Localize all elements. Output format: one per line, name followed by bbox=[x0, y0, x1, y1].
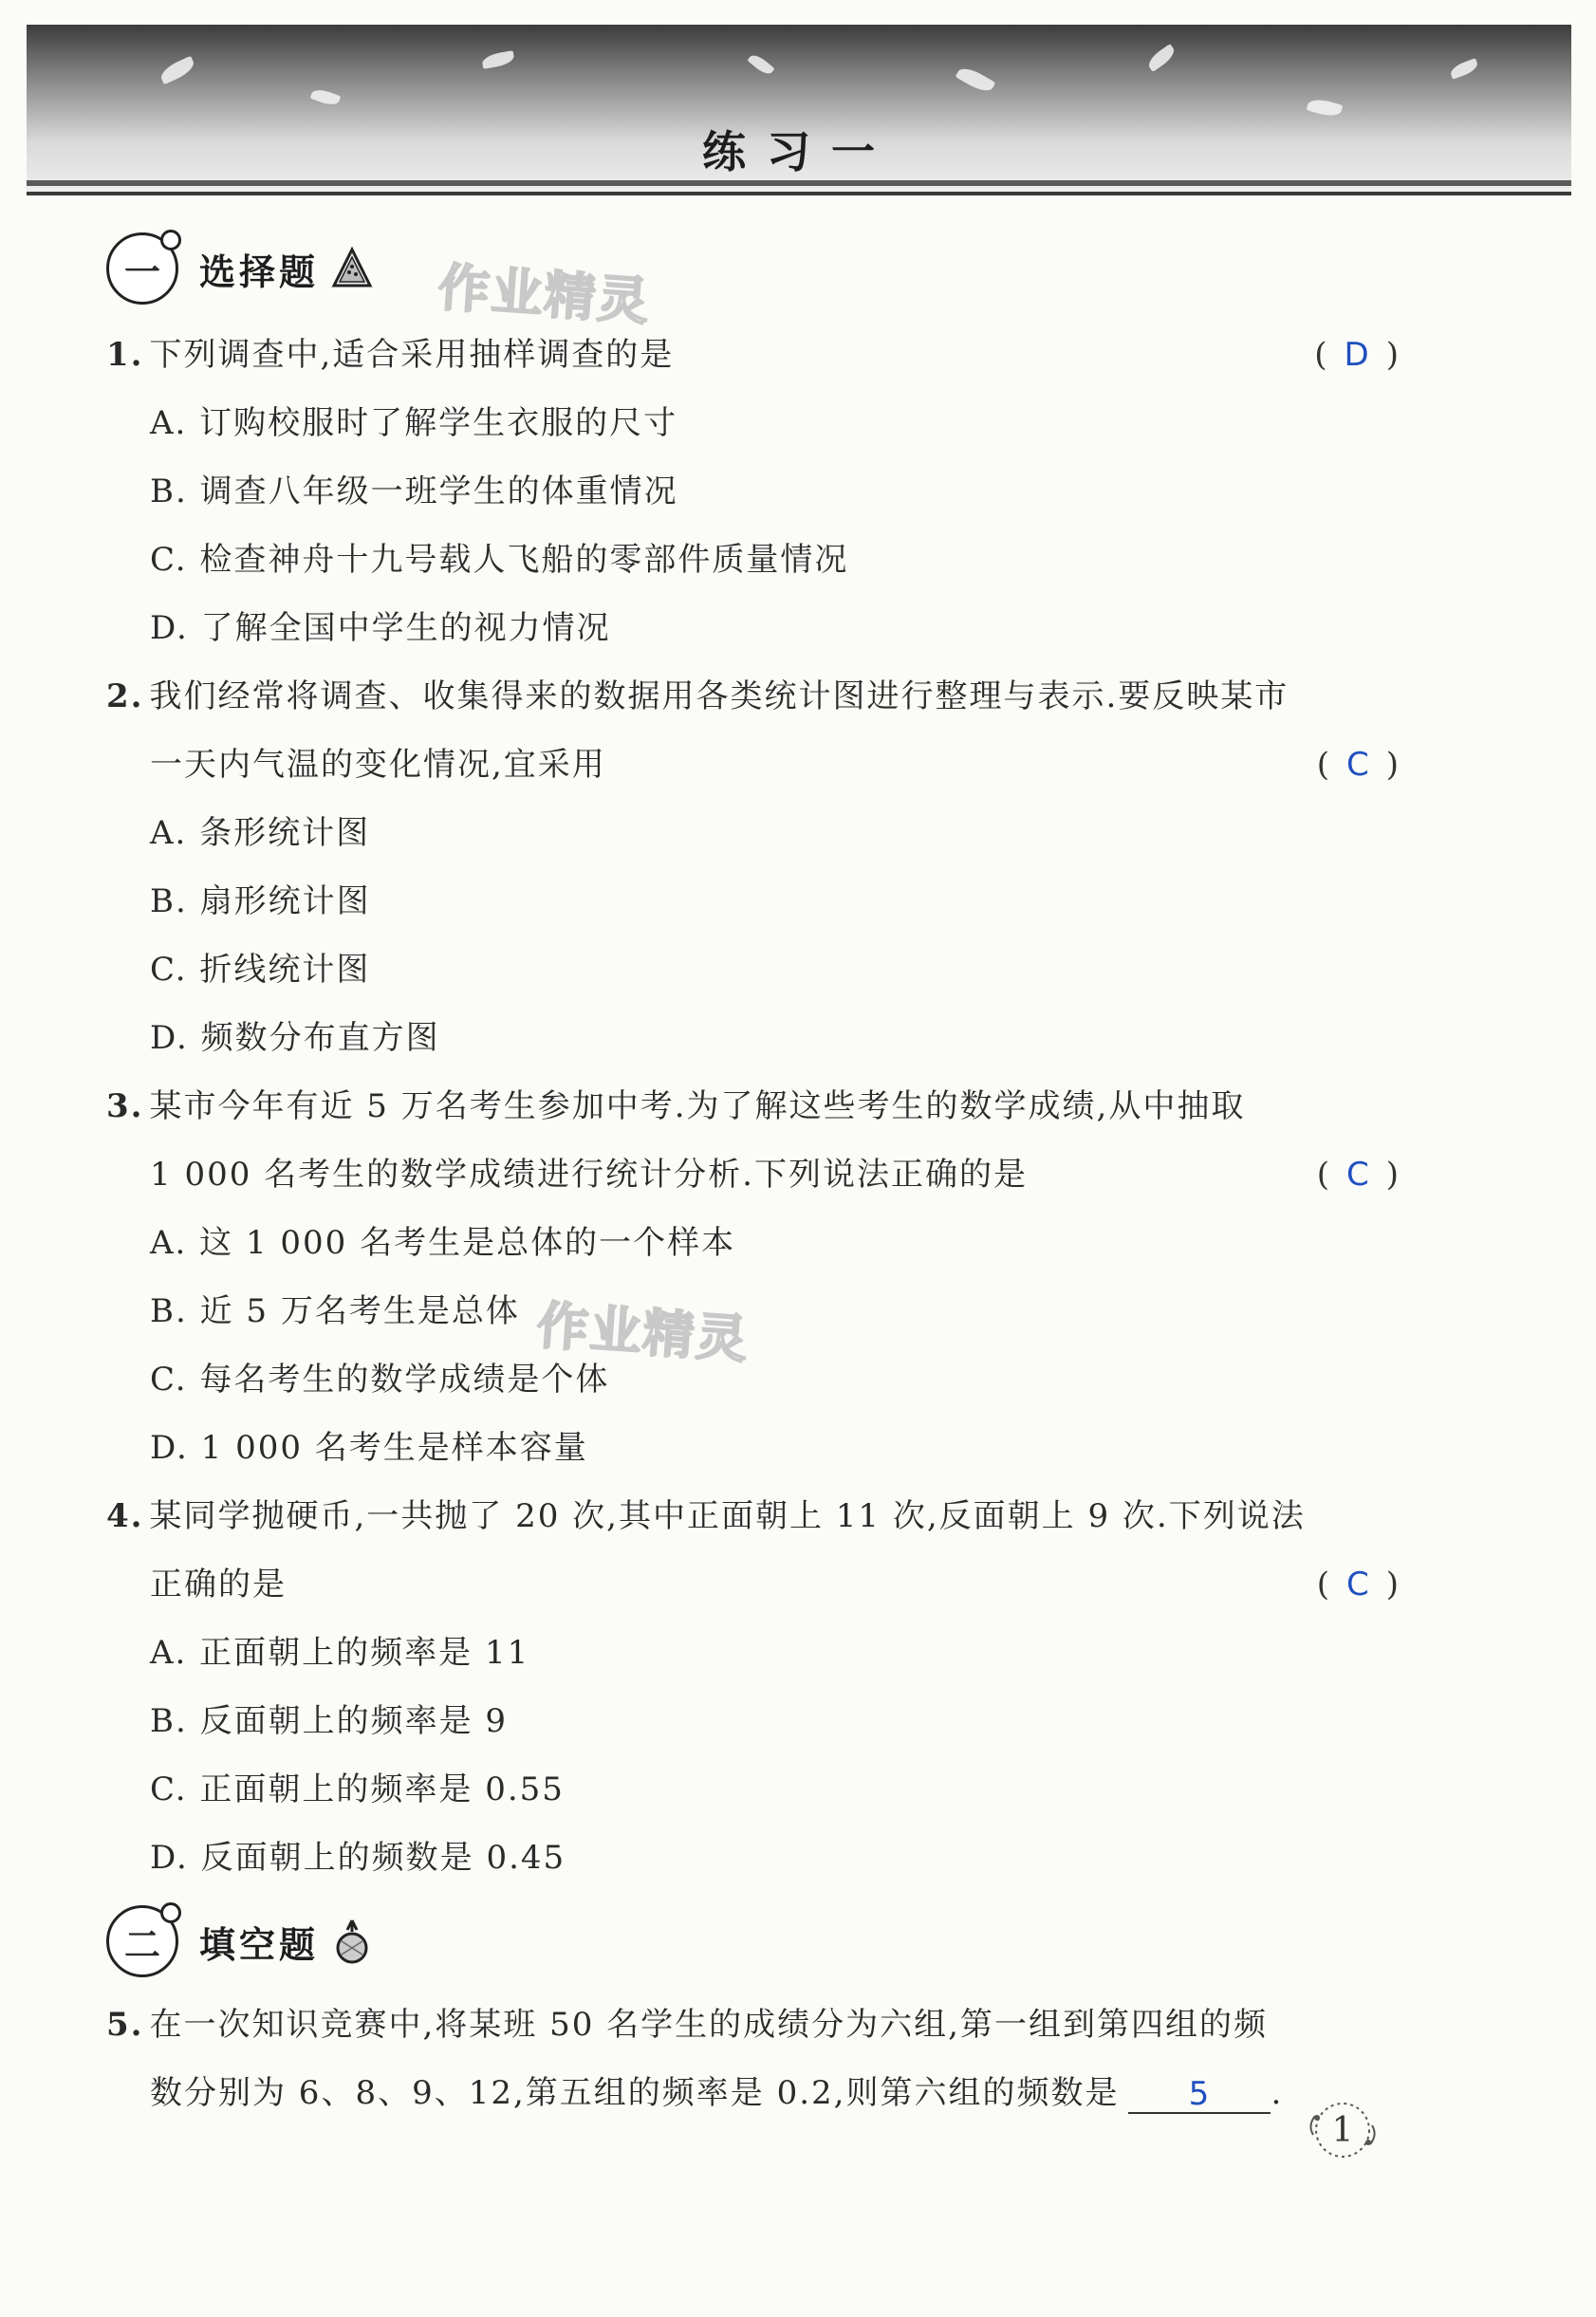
option-c: C. 每名考生的数学成绩是个体 bbox=[150, 1361, 610, 1399]
option-d: D. 频数分布直方图 bbox=[150, 1019, 440, 1057]
header-banner bbox=[27, 25, 1571, 195]
section-number-text: 一 bbox=[123, 250, 160, 293]
question-2-text-cont: 一天内气温的变化情况,宜采用 bbox=[150, 746, 606, 784]
leaf-decoration bbox=[1307, 97, 1344, 120]
section-header-fill bbox=[106, 1905, 374, 1977]
option-b: B. 反面朝上的频率是 9 bbox=[150, 1702, 509, 1740]
option-a: A. 订购校服时了解学生衣服的尺寸 bbox=[150, 404, 678, 442]
question-line: 在一次知识竞赛中,将某班 50 名学生的成绩分为六组,第一组到第四组的频 bbox=[149, 2006, 1268, 2044]
handwritten-answer: C bbox=[1345, 1156, 1369, 1194]
paren-close: ) bbox=[1385, 746, 1399, 784]
paren-open: ( bbox=[1316, 1156, 1329, 1194]
option-c: C. 检查神舟十九号载人飞船的零部件质量情况 bbox=[150, 541, 849, 579]
paren-open: ( bbox=[1314, 336, 1327, 374]
question-line: 某市今年有近 5 万名考生参加中考.为了解这些考生的数学成绩,从中抽取 bbox=[149, 1087, 1246, 1125]
paren-close: ) bbox=[1385, 336, 1399, 374]
handwritten-answer: C bbox=[1345, 746, 1369, 784]
question-3-text bbox=[106, 1085, 1245, 1127]
option-c: C. 折线统计图 bbox=[150, 951, 371, 989]
watermelon-icon bbox=[330, 246, 374, 291]
leaf-decoration bbox=[747, 51, 774, 77]
leaf-decoration bbox=[310, 86, 342, 107]
banner-stripe bbox=[27, 180, 1571, 186]
question-number: 4. bbox=[106, 1497, 144, 1535]
option-b: B. 近 5 万名考生是总体 bbox=[150, 1292, 520, 1330]
question-3-text-cont: 1 000 名考生的数学成绩进行统计分析.下列说法正确的是 bbox=[150, 1156, 1028, 1194]
leaf-decoration bbox=[956, 64, 996, 96]
option-d: D. 了解全国中学生的视力情况 bbox=[150, 609, 611, 647]
answer-slot-2 bbox=[1317, 744, 1399, 786]
option-b: B. 调查八年级一班学生的体重情况 bbox=[150, 473, 678, 510]
answer-slot-4 bbox=[1317, 1564, 1399, 1605]
question-5-text bbox=[106, 2004, 1268, 2046]
question-line: 我们经常将调查、收集得来的数据用各类统计图进行整理与表示.要反映某市 bbox=[149, 677, 1290, 715]
option-a: A. 条形统计图 bbox=[150, 814, 371, 852]
page-number-text: 1 bbox=[1331, 2110, 1354, 2150]
question-line: 某同学抛硬币,一共抛了 20 次,其中正面朝上 11 次,反面朝上 9 次.下列说法 bbox=[149, 1497, 1306, 1535]
circle-dot-decoration bbox=[160, 1902, 181, 1923]
paren-close: ) bbox=[1385, 1156, 1399, 1194]
leaf-decoration bbox=[481, 50, 515, 69]
question-line: 下列调查中,适合采用抽样调查的是 bbox=[149, 336, 675, 374]
option-c: C. 正面朝上的频率是 0.55 bbox=[150, 1770, 565, 1808]
option-a: A. 正面朝上的频率是 11 bbox=[150, 1634, 530, 1672]
section-number bbox=[106, 1905, 178, 1977]
answer-slot-3 bbox=[1317, 1154, 1399, 1196]
leaf-decoration bbox=[1449, 58, 1480, 79]
option-d: D. 1 000 名考生是样本容量 bbox=[150, 1429, 588, 1467]
leaf-decoration bbox=[1145, 44, 1178, 72]
question-number: 2. bbox=[106, 677, 144, 715]
question-1-text bbox=[106, 334, 674, 376]
watermark: 作业精灵 bbox=[436, 257, 653, 332]
end-mark: . bbox=[1271, 2074, 1284, 2112]
pineapple-icon bbox=[330, 1918, 374, 1964]
paren-open: ( bbox=[1316, 1566, 1329, 1603]
option-d: D. 反面朝上的频数是 0.45 bbox=[150, 1839, 566, 1877]
question-number: 1. bbox=[106, 336, 144, 374]
circle-dot-decoration bbox=[160, 230, 181, 250]
handwritten-answer: C bbox=[1345, 1566, 1369, 1603]
answer-blank: 5 bbox=[1128, 2076, 1271, 2114]
question-4-text-cont: 正确的是 bbox=[150, 1566, 287, 1603]
option-b: B. 扇形统计图 bbox=[150, 882, 371, 920]
section-number-text: 二 bbox=[123, 1923, 160, 1966]
question-5-text-cont bbox=[150, 2072, 1283, 2114]
question-number: 3. bbox=[106, 1087, 144, 1125]
option-a: A. 这 1 000 名考生是总体的一个样本 bbox=[150, 1224, 736, 1262]
page-number bbox=[1300, 2097, 1385, 2163]
leaf-decoration bbox=[158, 56, 196, 85]
question-line: 数分别为 6、8、9、12,第五组的频率是 0.2,则第六组的频数是 bbox=[150, 2074, 1120, 2112]
section-title: 选择题 bbox=[199, 250, 320, 293]
paren-close: ) bbox=[1385, 1566, 1399, 1603]
section-header-choice bbox=[106, 232, 374, 305]
question-2-text bbox=[106, 676, 1289, 717]
section-number bbox=[106, 232, 178, 305]
paren-open: ( bbox=[1316, 746, 1329, 784]
page-title: 练习一 bbox=[702, 126, 896, 177]
answer-slot-1 bbox=[1314, 334, 1399, 376]
handwritten-answer: D bbox=[1344, 336, 1369, 374]
question-number: 5. bbox=[106, 2006, 144, 2044]
section-title: 填空题 bbox=[199, 1923, 320, 1966]
watermark: 作业精灵 bbox=[534, 1295, 752, 1370]
question-4-text bbox=[106, 1495, 1306, 1537]
